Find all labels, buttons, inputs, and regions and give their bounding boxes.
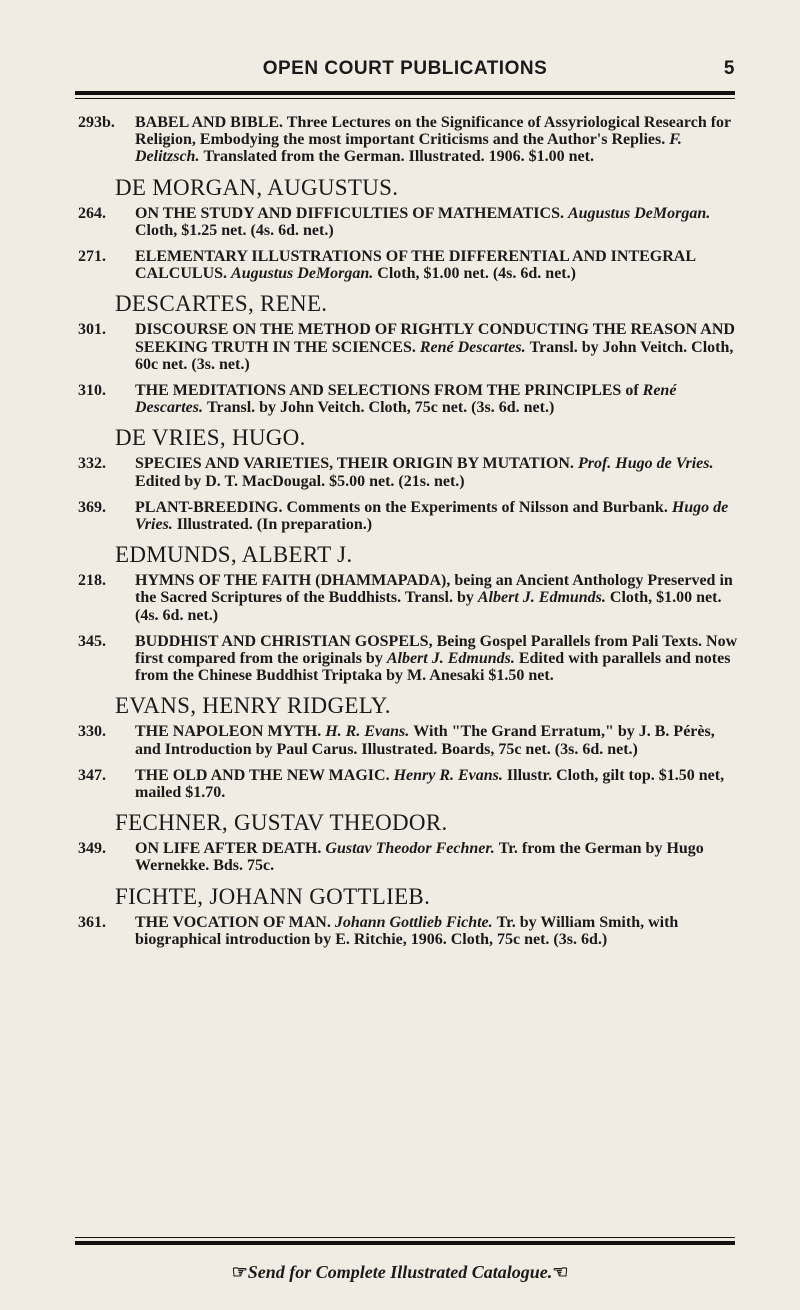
pointing-hand-right-icon: ☞ (231, 1262, 248, 1282)
entry-number: 361. (78, 913, 106, 931)
entry-details: Edited by D. T. MacDougal. $5.00 net. (21s. net.) (135, 472, 465, 490)
entry-description: Comments on the Experiments of Nilsson and Burbank. (286, 498, 672, 516)
entry-body (135, 205, 738, 239)
entry-title: BUDDHIST AND CHRISTIAN GOSPELS, (135, 632, 437, 650)
entry-number: 347. (78, 766, 106, 784)
entry-body (135, 455, 738, 489)
catalogue-entry (78, 914, 738, 948)
entry-body (135, 840, 738, 874)
author-heading: FECHNER, GUSTAV THEODOR. (115, 810, 448, 836)
author-heading: FICHTE, JOHANN GOTTLIEB. (115, 883, 431, 909)
entry-title: DISCOURSE ON THE METHOD OF RIGHTLY CONDUCTING THE REASON AND SEEKING TRUTH IN THE SCIENCES. (135, 321, 735, 356)
entry-number: 293b. (78, 114, 115, 131)
entry-body (135, 633, 738, 685)
entry-title: ON THE STUDY AND DIFFICULTIES OF MATHEMATICS. (135, 204, 568, 222)
entry-body (135, 499, 738, 533)
entry-author: Augustus DeMorgan. (567, 204, 711, 222)
entry-title: BABEL AND BIBLE. (135, 114, 287, 131)
author-heading: DE MORGAN, AUGUSTUS. (115, 174, 399, 200)
catalogue-entry (78, 382, 738, 416)
entry-number: 330. (78, 723, 106, 741)
entry-title: THE VOCATION OF MAN. (135, 913, 335, 931)
entry-body (135, 248, 738, 282)
footer-text: Send for Complete Illustrated Catalogue. (247, 1262, 553, 1282)
entry-details: Tr. by William Smith, with biographical introduction by E. Ritchie, 1906. Cloth, 75c net. (3s. 6d.) (135, 913, 679, 948)
catalogue-entry (78, 499, 738, 533)
entry-author: Gustav Theodor Fechner. (325, 840, 499, 858)
catalogue-entry (78, 248, 738, 282)
entry-title: SPECIES AND VARIETIES, THEIR ORIGIN BY MUTATION. (135, 455, 578, 473)
catalogue-entry (78, 633, 738, 685)
catalogue-entry (78, 767, 738, 801)
entry-number: 345. (78, 632, 106, 650)
page-header (75, 58, 735, 86)
entry-details: Cloth, $1.25 net. (4s. 6d. net.) (135, 221, 334, 239)
entry-title: THE MEDITATIONS AND SELECTIONS FROM THE PRINCIPLES (135, 382, 626, 400)
entry-author: H. R. Evans. (325, 723, 414, 741)
entry-author: Henry R. Evans. (393, 766, 507, 784)
author-heading: EDMUNDS, ALBERT J. (115, 542, 353, 568)
entry-body (135, 723, 738, 757)
entry-details: Transl. by John Veitch. Cloth, 75c net. (3s. 6d. net.) (206, 399, 555, 417)
catalogue-entry (78, 321, 738, 373)
entry-body (135, 321, 738, 373)
footer-rule-thick (75, 1241, 735, 1245)
entry-number: 310. (78, 382, 106, 400)
entry-details: Illustr. Cloth, gilt top. $1.50 net, mailed $1.70. (135, 766, 725, 802)
header-rule-thick (75, 91, 735, 95)
entry-details: Edited with parallels and notes from the Chinese Buddhist Triptaka by M. Anesaki $1.50 net. (135, 650, 731, 685)
entry-description: being an Ancient Anthology Preserved in the Sacred Scriptures of the Buddhists. Transl. by (135, 572, 733, 607)
entry-body (135, 382, 738, 416)
footer-note (0, 1262, 800, 1283)
entry-number: 271. (78, 248, 106, 266)
entry-title: ELEMENTARY ILLUSTRATIONS OF THE DIFFERENTIAL AND INTEGRAL CALCULUS. (135, 248, 696, 283)
entry-body (135, 914, 738, 948)
catalogue-entry (78, 572, 738, 624)
entry-author: Hugo de Vries. (135, 498, 729, 534)
entry-description: of (625, 382, 643, 400)
entry-details: With "The Grand Erratum," by J. B. Pérès, and Introduction by Paul Carus. Illustrated. Boards, 75c net. (3s. 6d. net.) (135, 723, 715, 758)
entry-number: 301. (78, 321, 106, 339)
entry-author: Albert J. Edmunds. (386, 650, 519, 668)
catalogue-entry (78, 205, 738, 239)
entry-details: Translated from the German. Illustrated. 1906. $1.00 net. (203, 148, 594, 166)
entry-description: Being Gospel Parallels from Pali Texts. Now first compared from the originals by (135, 632, 738, 668)
entry-author: Prof. Hugo de Vries. (577, 455, 714, 473)
entry-author: Augustus DeMorgan. (231, 265, 378, 283)
entry-body (135, 114, 738, 166)
entry-details: Transl. by John Veitch. Cloth, 60c net. (3s. net.) (135, 338, 734, 373)
entry-author: Albert J. Edmunds. (477, 589, 610, 607)
entry-title: THE NAPOLEON MYTH. (135, 723, 326, 741)
entry-details: Illustrated. (In preparation.) (176, 516, 373, 534)
entry-title: ON LIFE AFTER DEATH. (135, 840, 326, 858)
entry-author: Johann Gottlieb Fichte. (334, 913, 497, 931)
entry-number: 332. (78, 455, 106, 473)
footer-rule-thin (75, 1237, 735, 1238)
entry-title: HYMNS OF THE FAITH (DHAMMAPADA), (135, 572, 455, 590)
author-heading: EVANS, HENRY RIDGELY. (115, 693, 391, 719)
catalogue-entry (78, 723, 738, 757)
entry-number: 218. (78, 572, 106, 590)
entry-details: Cloth, $1.00 net. (4s. 6d. net.) (377, 265, 576, 283)
catalogue-list (78, 114, 738, 957)
entry-number: 369. (78, 498, 106, 516)
header-rule-thin (75, 98, 735, 99)
entry-body (135, 572, 738, 624)
entry-number: 264. (78, 204, 106, 222)
pointing-hand-left-icon: ☜ (552, 1262, 569, 1282)
entry-title: THE OLD AND THE NEW MAGIC. (135, 766, 394, 784)
catalogue-entry (78, 840, 738, 874)
entry-title: PLANT-BREEDING. (135, 498, 287, 516)
page-number: 5 (723, 58, 735, 79)
entry-description: Three Lectures on the Significance of Assyriological Research for Religion, Embodying the most important Criticisms and the Author's Replies. (135, 114, 731, 149)
entry-details: Cloth, $1.00 net. (4s. 6d. net.) (135, 589, 722, 624)
author-heading: DESCARTES, RENE. (115, 291, 328, 317)
entry-author: René Descartes. (419, 338, 530, 356)
entry-number: 349. (78, 840, 106, 858)
entry-author: René Descartes. (135, 382, 677, 417)
entry-details: Tr. from the German by Hugo Wernekke. Bds. 75c. (135, 840, 704, 875)
author-heading: DE VRIES, HUGO. (115, 425, 306, 451)
entry-author: F. Delitzsch. (135, 131, 682, 166)
catalogue-entry (78, 455, 738, 489)
catalogue-entry (78, 114, 738, 166)
running-title: OPEN COURT PUBLICATIONS (262, 58, 548, 79)
entry-body (135, 767, 738, 801)
